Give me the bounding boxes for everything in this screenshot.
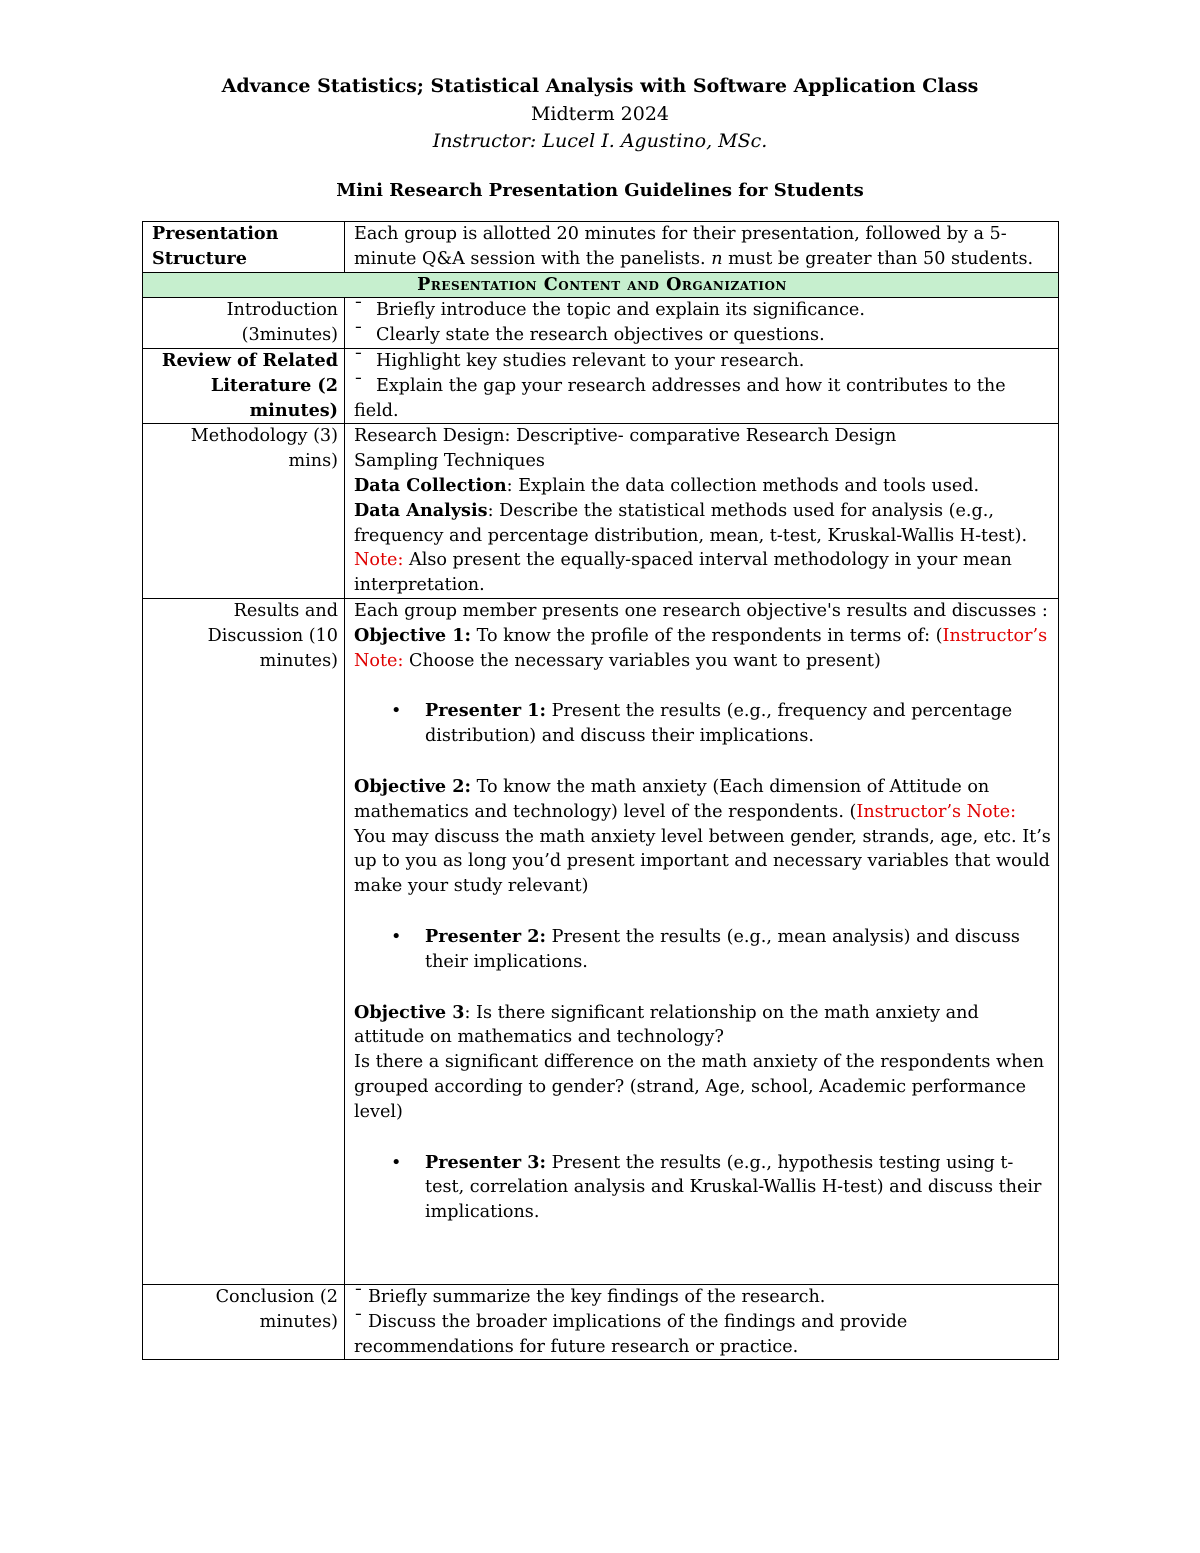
- presenter-1-text: Present the results (e.g., frequency and percentage distribution) and discuss their implications.: [425, 701, 1013, 747]
- data-collection-line: [354, 474, 1052, 499]
- results-row: [143, 598, 1059, 1284]
- objective-1-label: Objective 1:: [354, 624, 471, 646]
- instructor-label: Instructor: Lucel I. Agustino, MSc.: [432, 130, 768, 152]
- methodology-row: [143, 424, 1059, 599]
- methodology-content: [345, 424, 1059, 599]
- structure-n: n: [711, 248, 723, 269]
- structure-row: [143, 222, 1059, 273]
- presenter-3-label: Presenter 3:: [425, 1151, 547, 1173]
- term-label: Midterm 2024: [530, 103, 670, 125]
- structure-label: Presentation Structure: [143, 222, 345, 273]
- bullet-dot: •: [391, 926, 402, 947]
- objective-1: [354, 624, 1052, 674]
- objective-1-text: To know the profile of the respondents in terms of: (: [471, 625, 943, 646]
- objective-2-text: To know the math anxiety (Each dimension of Attitude on mathematics and technology) level of the respondents. (: [354, 776, 990, 822]
- conclusion-row: [143, 1284, 1059, 1359]
- objective-2-note: Instructor’s Note:: [856, 801, 1017, 822]
- note-line: [354, 548, 1052, 598]
- dash-bullet: ¯: [354, 300, 363, 321]
- list-item-text: Discuss the broader implications of the findings and provide recommendations for future research or practice.: [354, 1311, 908, 1357]
- document-title: Advance Statistics; Statistical Analysis with Software Application Class: [221, 75, 979, 97]
- objective-2-label: Objective 2:: [354, 775, 471, 797]
- review-label: Review of Related Literature (2 minutes): [143, 348, 345, 423]
- list-item: [354, 1310, 1052, 1360]
- objective-3-line-2: Is there a significant difference on the math anxiety of the respondents when grouped according to gender? (strand, Age, school, Academic performance level): [354, 1052, 1045, 1122]
- dash-bullet: ¯: [354, 375, 363, 396]
- data-collection-text: : Explain the data collection methods and tools used.: [506, 475, 980, 496]
- banner-row: [143, 272, 1059, 298]
- results-intro: Each group member presents one research objective's results and discusses :: [354, 600, 1048, 621]
- bullet-dot: •: [391, 1152, 402, 1173]
- objective-3-label: Objective 3: [354, 1001, 465, 1023]
- structure-text-b: must be greater than 50 students.: [722, 248, 1034, 269]
- objective-3: [354, 1001, 1052, 1051]
- data-analysis-line: [354, 499, 1052, 549]
- objective-3-text: : Is there significant relationship on the math anxiety and attitude on mathematics and technology?: [354, 1002, 979, 1048]
- document-subtitle: Mini Research Presentation Guidelines for Students: [336, 180, 864, 201]
- presenter-2-text: Present the results (e.g., mean analysis) and discuss their implications.: [425, 926, 1020, 972]
- dash-bullet: ¯: [354, 1286, 363, 1307]
- methodology-label: Methodology (3) mins): [143, 424, 345, 599]
- structure-text-a: Each group is allotted 20 minutes for their presentation, followed by a 5-minute Q&A session with the panelists.: [354, 224, 1007, 269]
- objective-2-tail: You may discuss the math anxiety level between gender, strands, age, etc. It’s up to you as long you’d present important and necessary variables that would make your study relevant): [354, 826, 1051, 897]
- dash-bullet: ¯: [354, 325, 363, 346]
- guidelines-table: [142, 221, 1059, 1360]
- objective-1-tail: Choose the necessary variables you want to present): [403, 650, 881, 671]
- list-item: [354, 323, 1052, 348]
- structure-text: [345, 222, 1059, 273]
- objective-2: [354, 775, 1052, 899]
- list-item: [354, 298, 1052, 323]
- data-analysis-label: Data Analysis: [354, 499, 488, 521]
- list-item: [354, 374, 1052, 424]
- bullet-dot: •: [391, 701, 402, 722]
- list-item-text: Clearly state the research objectives or questions.: [376, 325, 825, 346]
- research-design-line: Research Design: Descriptive- comparative Research Design: [354, 426, 897, 447]
- presenter-2-label: Presenter 2:: [425, 925, 547, 947]
- presenter-2-item: [354, 925, 1052, 975]
- dash-bullet: ¯: [354, 1311, 363, 1332]
- introduction-label: Introduction (3minutes): [143, 298, 345, 349]
- review-content: [345, 348, 1059, 423]
- list-item: [354, 349, 1052, 374]
- list-item: [354, 1285, 1052, 1310]
- introduction-content: [345, 298, 1059, 349]
- list-item-text: Explain the gap your research addresses and how it contributes to the field.: [354, 375, 1006, 421]
- note-label: Note:: [354, 550, 404, 571]
- dash-bullet: ¯: [354, 350, 363, 371]
- objective-1-note: Instructor’s Note:: [354, 625, 1048, 671]
- results-label: Results and Discussion (10 minutes): [143, 598, 345, 1284]
- data-collection-label: Data Collection: [354, 474, 507, 496]
- list-item-text: Briefly summarize the key findings of the research.: [368, 1286, 826, 1307]
- note-text: Also present the equally-spaced interval methodology in your mean interpretation.: [354, 550, 1012, 596]
- introduction-row: [143, 298, 1059, 349]
- section-banner: Presentation Content and Organization: [143, 272, 1059, 298]
- presenter-3-item: [354, 1151, 1052, 1225]
- list-item-text: Briefly introduce the topic and explain its significance.: [376, 300, 865, 321]
- sampling-line: Sampling Techniques: [354, 451, 545, 472]
- data-analysis-text: : Describe the statistical methods used for analysis (e.g., frequency and percentage distribution, mean, t-test, Kruskal-Wallis H-test).: [354, 500, 1028, 546]
- presenter-1-label: Presenter 1:: [425, 700, 547, 722]
- results-content: [345, 598, 1059, 1284]
- review-row: [143, 348, 1059, 423]
- presenter-3-text: Present the results (e.g., hypothesis testing using t-test, correlation analysis and Kruskal-Wallis H-test) and discuss their implications.: [425, 1152, 1042, 1223]
- conclusion-content: [345, 1284, 1059, 1359]
- list-item-text: Highlight key studies relevant to your research.: [376, 350, 805, 371]
- conclusion-label: Conclusion (2 minutes): [143, 1284, 345, 1359]
- presenter-1-item: [354, 699, 1052, 749]
